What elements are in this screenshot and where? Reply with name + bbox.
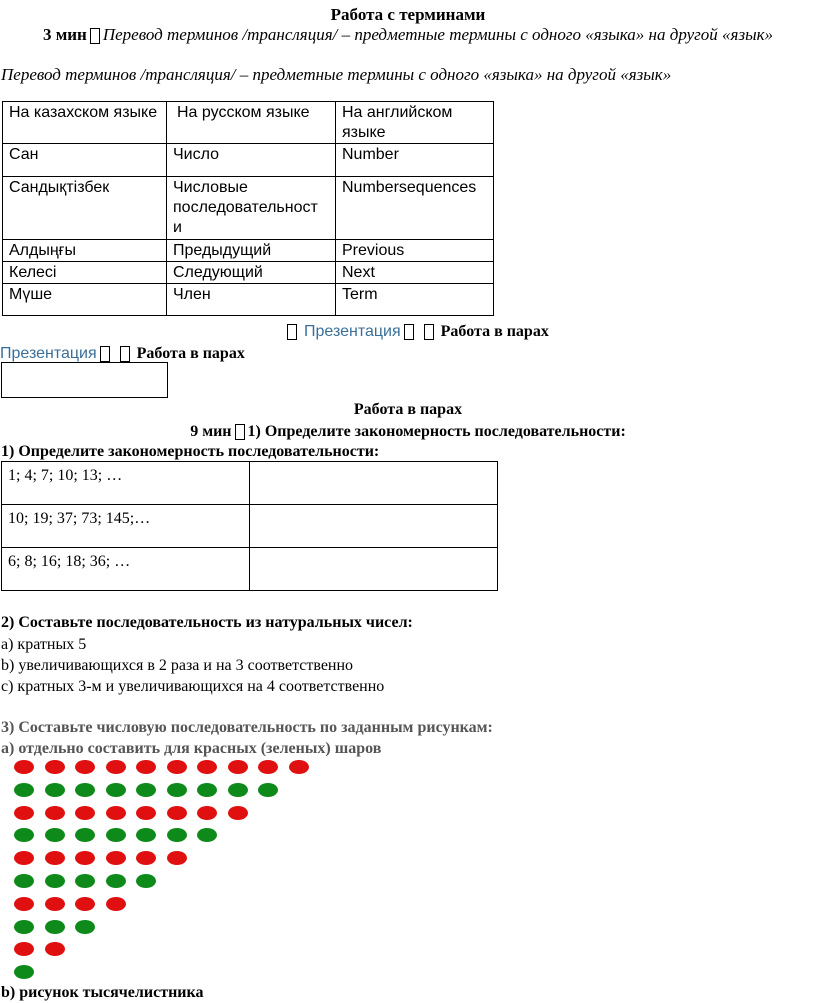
presentation-link[interactable]: Презентация bbox=[304, 323, 401, 340]
sequence-cell: 10; 19; 37; 73; 145;… bbox=[2, 505, 250, 548]
green-ball bbox=[14, 920, 34, 934]
answer-cell[interactable] bbox=[250, 462, 498, 505]
table-header-row bbox=[3, 102, 494, 144]
red-ball bbox=[75, 897, 95, 911]
green-ball bbox=[106, 874, 126, 888]
task2-item-b: b) увеличивающихся в 2 раза и на 3 соответственно bbox=[1, 657, 354, 674]
red-ball bbox=[136, 851, 156, 865]
green-ball bbox=[75, 828, 95, 842]
task1-inline-text: 1) Определите закономерность последовательности: bbox=[247, 423, 626, 440]
red-ball bbox=[136, 806, 156, 820]
green-ball bbox=[14, 828, 34, 842]
red-ball bbox=[45, 806, 65, 820]
missing-glyph-icon bbox=[90, 28, 100, 44]
sequence-cell: 1; 4; 7; 10; 13; … bbox=[2, 462, 250, 505]
red-ball bbox=[75, 806, 95, 820]
green-ball bbox=[136, 828, 156, 842]
table-row bbox=[2, 462, 498, 505]
green-ball bbox=[75, 874, 95, 888]
table-cell: Число bbox=[167, 144, 336, 177]
presentation-link[interactable]: Презентация bbox=[0, 345, 97, 362]
red-ball bbox=[228, 760, 248, 774]
sequence-cell: 6; 8; 16; 18; 36; … bbox=[2, 548, 250, 591]
green-ball bbox=[197, 783, 217, 797]
presentation-line-left bbox=[0, 344, 245, 364]
green-ball bbox=[167, 783, 187, 797]
missing-glyph-icon bbox=[100, 346, 110, 362]
empty-frame bbox=[1, 362, 168, 398]
table-cell: Сан bbox=[3, 144, 167, 177]
table-cell: Алдыңғы bbox=[3, 240, 167, 262]
red-ball bbox=[14, 760, 34, 774]
red-ball bbox=[106, 760, 126, 774]
table-row bbox=[3, 177, 494, 240]
red-ball bbox=[45, 897, 65, 911]
red-ball bbox=[45, 760, 65, 774]
red-ball bbox=[167, 851, 187, 865]
missing-glyph-icon bbox=[235, 424, 245, 440]
green-ball bbox=[197, 828, 217, 842]
table-cell: Следующий bbox=[167, 262, 336, 284]
task2-item-a: a) кратных 5 bbox=[1, 636, 87, 653]
table-row bbox=[2, 548, 498, 591]
green-ball bbox=[14, 874, 34, 888]
green-ball bbox=[75, 920, 95, 934]
table-cell: Next bbox=[336, 262, 494, 284]
red-ball bbox=[75, 851, 95, 865]
red-ball bbox=[45, 851, 65, 865]
red-ball bbox=[228, 806, 248, 820]
task2-item-c: c) кратных 3-м и увеличивающихся на 4 соответственно bbox=[1, 678, 385, 695]
green-ball bbox=[45, 920, 65, 934]
task2-title: 2) Составьте последовательность из натуральных чисел: bbox=[1, 614, 413, 631]
table-row bbox=[3, 262, 494, 284]
red-ball bbox=[106, 806, 126, 820]
table-cell: Член bbox=[167, 284, 336, 316]
table-cell: Числовые последовательност и bbox=[167, 177, 336, 240]
table-cell: Мүше bbox=[3, 284, 167, 316]
task1-header-line bbox=[0, 422, 816, 442]
answer-cell[interactable] bbox=[250, 505, 498, 548]
red-ball bbox=[197, 806, 217, 820]
missing-glyph-icon bbox=[120, 346, 130, 362]
section-title: Работа в парах bbox=[353, 401, 463, 418]
task3-title: 3) Составьте числовую последовательность по заданным рисункам: bbox=[1, 719, 493, 736]
table-cell: Previous bbox=[336, 240, 494, 262]
terms-table bbox=[2, 101, 494, 316]
green-ball bbox=[106, 828, 126, 842]
header-subtitle-line bbox=[0, 24, 816, 45]
green-ball bbox=[136, 874, 156, 888]
red-ball bbox=[14, 851, 34, 865]
table-row bbox=[3, 144, 494, 177]
time-label: 3 мин bbox=[42, 25, 87, 44]
green-ball bbox=[14, 965, 34, 979]
intro-text: Перевод терминов /трансляция/ – предметные термины с одного «языка» на другой «язык» bbox=[1, 65, 672, 84]
page-title: Работа с терминами bbox=[330, 5, 486, 24]
table-cell: Предыдущий bbox=[167, 240, 336, 262]
table-row bbox=[2, 505, 498, 548]
pairs-work-label: Работа в парах bbox=[136, 345, 245, 362]
red-ball bbox=[75, 760, 95, 774]
green-ball bbox=[106, 783, 126, 797]
task1-title: 1) Определите закономерность последовательности: bbox=[1, 443, 380, 460]
table-header-cell: На русском языке bbox=[167, 102, 336, 144]
green-ball bbox=[167, 828, 187, 842]
missing-glyph-icon bbox=[424, 324, 434, 340]
red-ball bbox=[167, 760, 187, 774]
table-cell: Келесі bbox=[3, 262, 167, 284]
table-header-cell: На казахском языке bbox=[3, 102, 167, 144]
pairs-work-label: Работа в парах bbox=[440, 323, 549, 340]
red-ball bbox=[106, 897, 126, 911]
red-ball bbox=[45, 942, 65, 956]
red-ball bbox=[167, 806, 187, 820]
balls-triangle-figure bbox=[14, 760, 314, 980]
green-ball bbox=[14, 783, 34, 797]
sequence-table bbox=[1, 461, 498, 591]
green-ball bbox=[45, 874, 65, 888]
answer-cell[interactable] bbox=[250, 548, 498, 591]
presentation-line-right bbox=[284, 322, 549, 342]
missing-glyph-icon bbox=[404, 324, 414, 340]
red-ball bbox=[197, 760, 217, 774]
table-cell: Сандықтізбек bbox=[3, 177, 167, 240]
missing-glyph-icon bbox=[287, 324, 297, 340]
red-ball bbox=[289, 760, 309, 774]
red-ball bbox=[258, 760, 278, 774]
table-row bbox=[3, 240, 494, 262]
green-ball bbox=[75, 783, 95, 797]
table-cell: Term bbox=[336, 284, 494, 316]
red-ball bbox=[14, 806, 34, 820]
table-header-cell: На английском языке bbox=[336, 102, 494, 144]
green-ball bbox=[136, 783, 156, 797]
green-ball bbox=[45, 783, 65, 797]
table-cell: Numbersequences bbox=[336, 177, 494, 240]
table-row bbox=[3, 284, 494, 316]
green-ball bbox=[45, 828, 65, 842]
green-ball bbox=[228, 783, 248, 797]
red-ball bbox=[14, 897, 34, 911]
task3-item-a: а) отдельно составить для красных (зеленых) шаров bbox=[1, 740, 382, 757]
subtitle-text: Перевод терминов /трансляция/ – предметные термины с одного «языка» на другой «язык» bbox=[102, 25, 774, 44]
green-ball bbox=[258, 783, 278, 797]
time-label: 9 мин bbox=[190, 423, 232, 440]
task3-item-b: b) рисунок тысячелистника bbox=[1, 984, 204, 1001]
table-cell: Number bbox=[336, 144, 494, 177]
red-ball bbox=[106, 851, 126, 865]
red-ball bbox=[136, 760, 156, 774]
red-ball bbox=[14, 942, 34, 956]
